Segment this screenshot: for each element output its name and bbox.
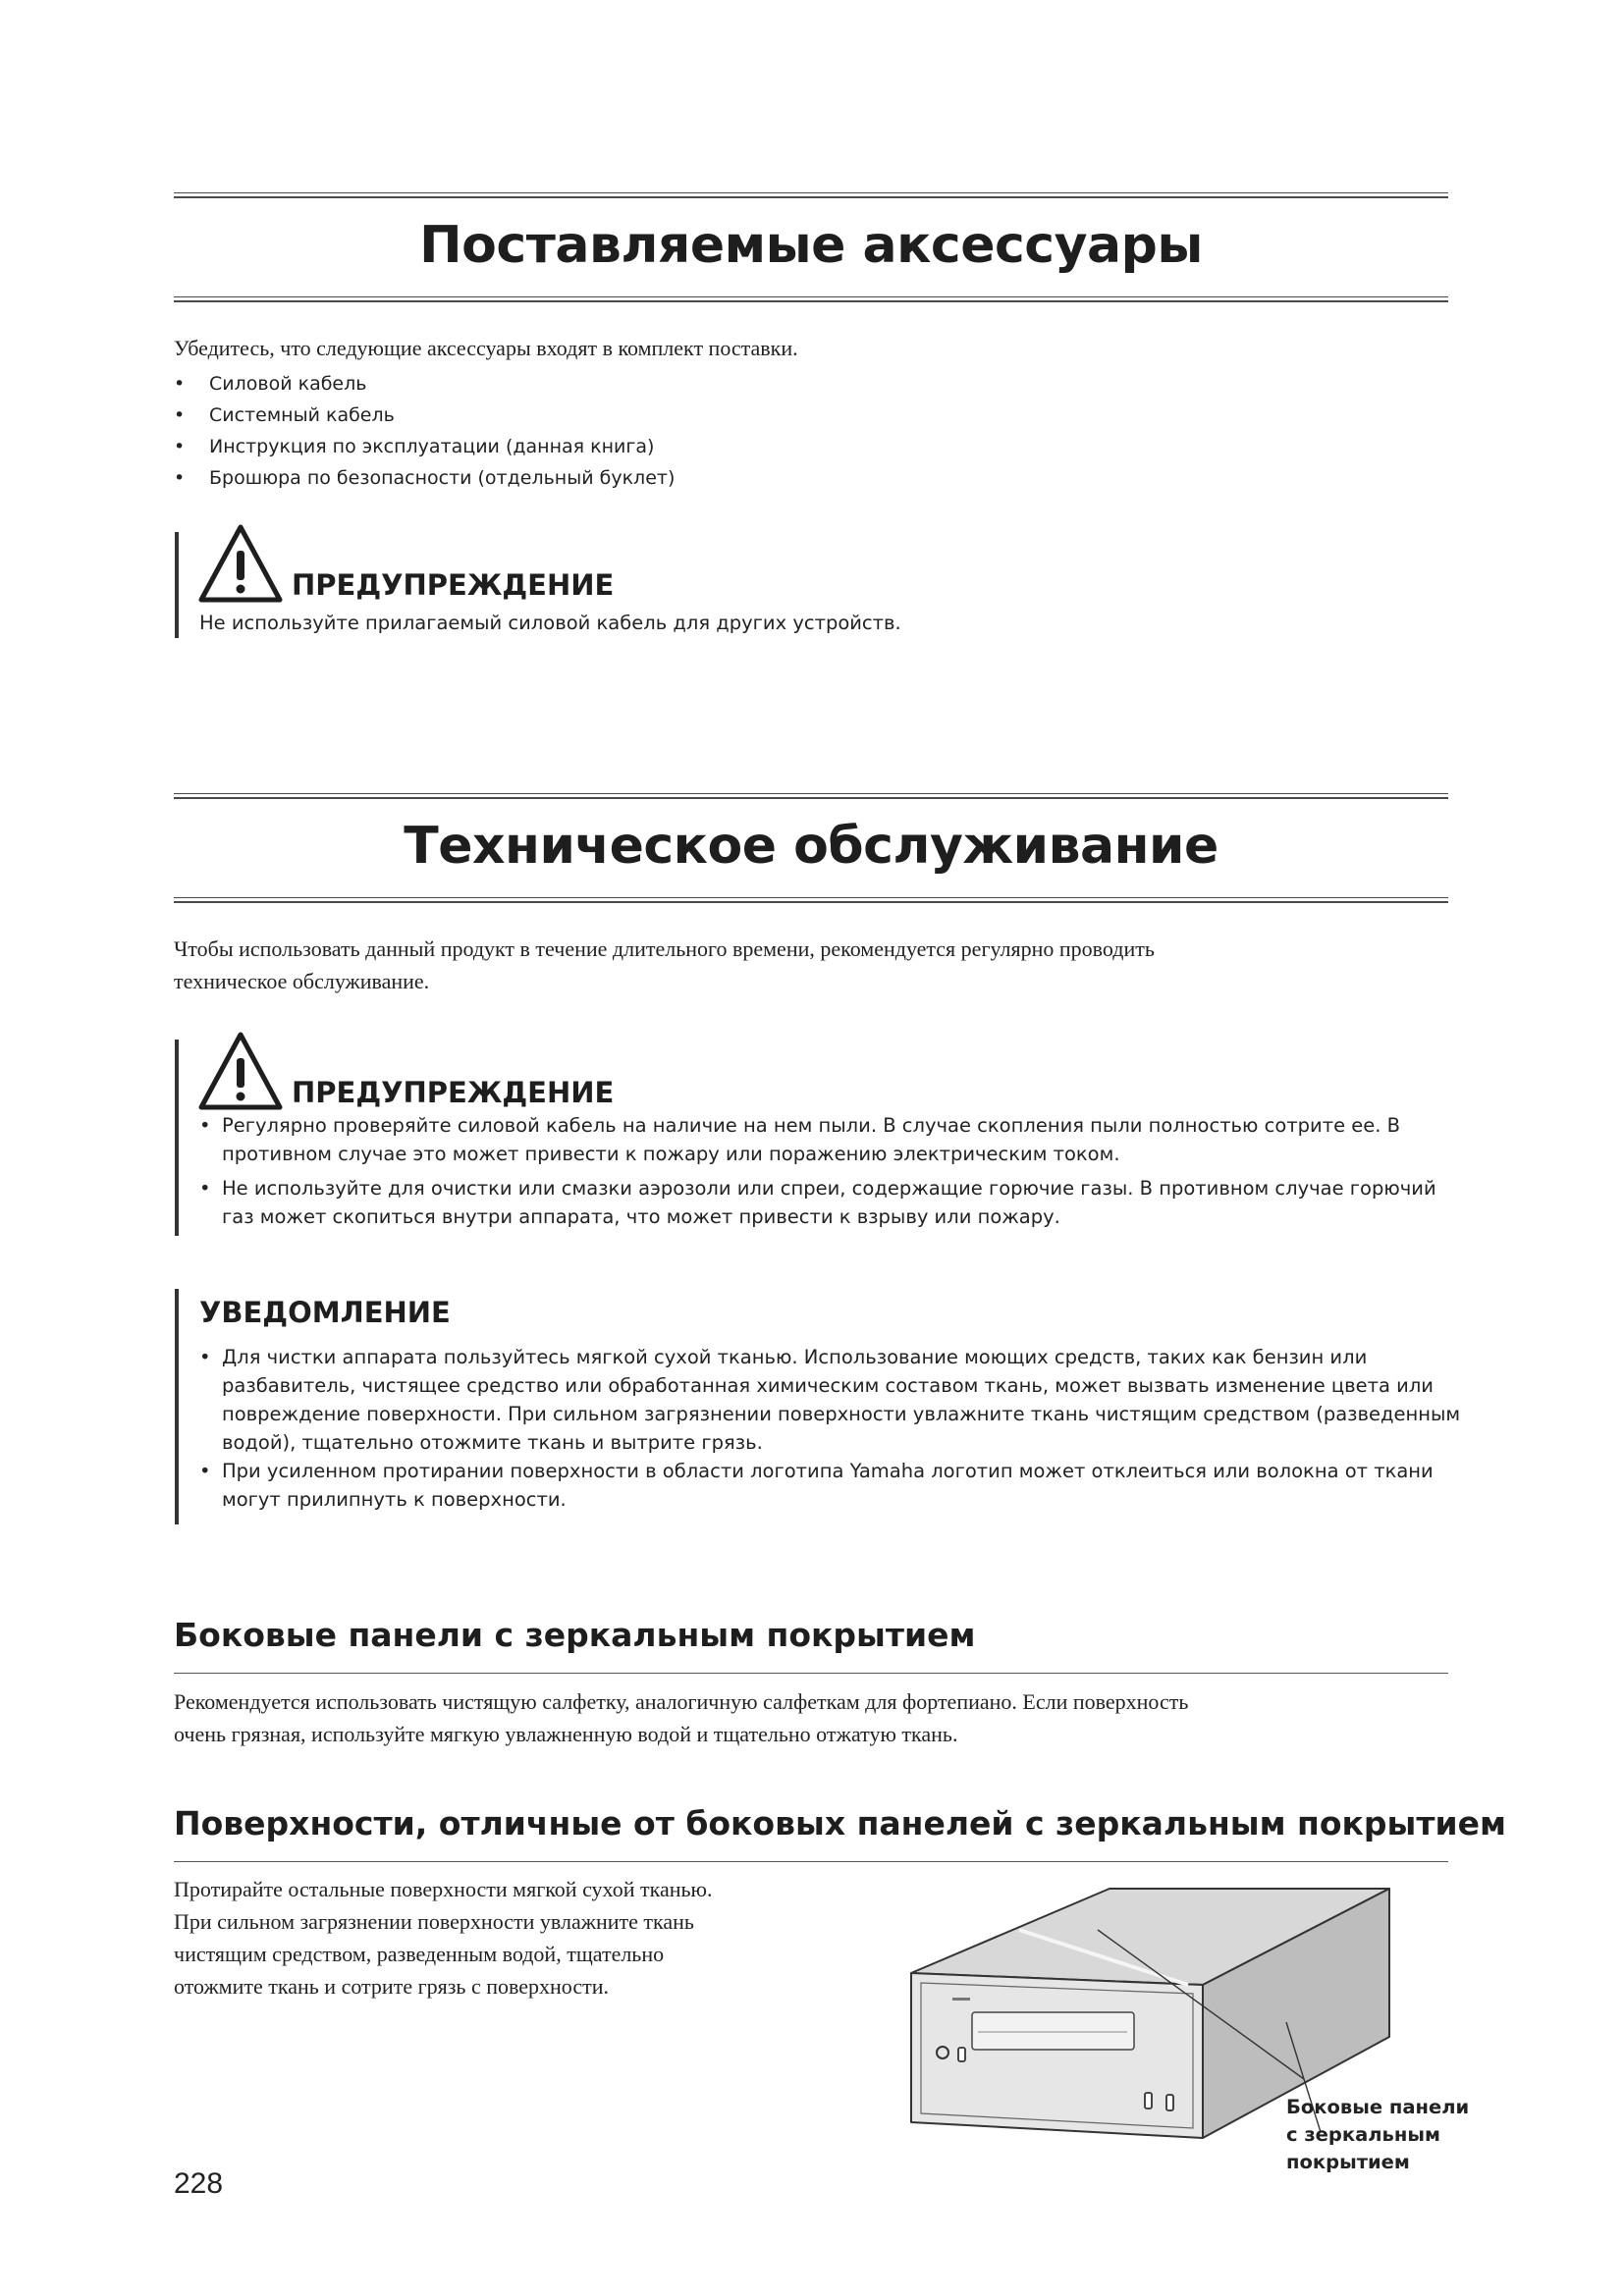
notice-list [199, 1343, 1460, 1514]
list-item [174, 400, 675, 431]
notice-title: УВЕДОМЛЕНИЕ [199, 1296, 451, 1329]
list-item [199, 1111, 1436, 1168]
warning-title: ПРЕДУПРЕЖДЕНИЕ [292, 1076, 615, 1109]
list-item-line: Не используйте для очистки или смазки аэрозоли или спреи, содержащие горючие газы. В противном случае горючий [222, 1177, 1436, 1200]
intro-line: техническое обслуживание. [174, 969, 430, 993]
title-rule-bottom [174, 897, 1448, 903]
list-item-line: Для чистки аппарата пользуйтесь мягкой сухой тканью. Использование моющих средств, таких как бензин или [222, 1346, 1368, 1368]
text-line: отожмите ткань и сотрите грязь с поверхности. [174, 1974, 609, 1999]
accessories-list [174, 368, 675, 494]
caption-line: с зеркальным [1286, 2123, 1440, 2146]
warning-title: ПРЕДУПРЕЖДЕНИЕ [292, 568, 615, 602]
bullet: • [174, 404, 186, 426]
bullet: • [199, 1460, 211, 1482]
list-item [174, 462, 675, 494]
bullet: • [174, 373, 186, 395]
text-line: очень грязная, используйте мягкую увлажненную водой и тщательно отжатую ткань. [174, 1722, 958, 1746]
title-rule-top [174, 192, 1448, 198]
caption-line: Боковые панели [1286, 2096, 1470, 2118]
list-item-line: Регулярно проверяйте силовой кабель на наличие на нем пыли. В случае скопления пыли полностью сотрите ее. В [222, 1114, 1401, 1137]
other-surfaces-text [174, 1873, 712, 2002]
maintenance-intro [174, 933, 1155, 997]
list-item-line: При усиленном протирании поверхности в области логотипа Yamaha логотип может отклеиться или волокна от ткани [222, 1460, 1434, 1482]
list-item [199, 1343, 1460, 1457]
notice-margin-bar [175, 1289, 179, 1524]
section-title-accessories: Поставляемые аксессуары [419, 216, 1203, 275]
warning-list [199, 1111, 1436, 1231]
caption-line: покрытием [1286, 2151, 1410, 2173]
list-item [174, 368, 675, 400]
text-line: Рекомендуется использовать чистящую салфетку, аналогичную салфеткам для фортепиано. Если поверхность [174, 1689, 1189, 1714]
list-item [199, 1457, 1460, 1514]
text-line: чистящим средством, разведенным водой, тщательно [174, 1942, 665, 1966]
list-item-line: водой), тщательно отожмите ткань и вытрите грязь. [222, 1431, 763, 1454]
list-item-line: повреждение поверхности. При сильном загрязнении поверхности увлажните ткань чистящим средством (разведенным [222, 1403, 1461, 1425]
title-rule-bottom [174, 296, 1448, 302]
mirror-panels-caption [1286, 2094, 1469, 2176]
title-rule-top [174, 793, 1448, 799]
subsection-title-other-surfaces: Поверхности, отличные от боковых панелей с зеркальным покрытием [174, 1804, 1506, 1842]
intro-line: Чтобы использовать данный продукт в течение длительного времени, рекомендуется регулярно проводить [174, 936, 1155, 961]
warning-margin-bar [175, 532, 179, 638]
bullet: • [199, 1114, 211, 1137]
warning-heading [197, 1031, 614, 1111]
text-line: При сильном загрязнении поверхности увлажните ткань [174, 1909, 694, 1934]
subsection-title-mirror-panels: Боковые панели с зеркальным покрытием [174, 1616, 976, 1654]
mirror-panels-text [174, 1685, 1188, 1750]
subsection-rule [174, 1673, 1448, 1674]
warning-margin-bar [175, 1040, 179, 1236]
list-item-text: Системный кабель [209, 404, 395, 426]
list-item [174, 431, 675, 462]
list-item [199, 1174, 1436, 1231]
bullet: • [174, 467, 186, 489]
list-item-line: могут прилипнуть к поверхности. [222, 1488, 567, 1511]
list-item-text: Инструкция по эксплуатации (данная книга) [209, 436, 655, 457]
subsection-rule [174, 1861, 1448, 1862]
list-item-line: противном случае это может привести к пожару или поражению электрическим током. [222, 1143, 1120, 1165]
bullet: • [174, 436, 186, 457]
list-item-line: газ может скопиться внутри аппарата, что может привести к взрыву или пожару. [222, 1205, 1060, 1228]
text-line: Протирайте остальные поверхности мягкой сухой тканью. [174, 1877, 713, 1901]
warning-triangle-icon [197, 523, 284, 604]
bullet: • [199, 1177, 211, 1200]
bullet: • [199, 1346, 211, 1368]
page-number: 228 [174, 2167, 224, 2200]
section-title-maintenance: Техническое обслуживание [404, 817, 1218, 876]
list-item-text: Силовой кабель [209, 373, 367, 395]
list-item-line: разбавитель, чистящее средство или обработанная химическим составом ткань, может вызвать изменение цвета или [222, 1374, 1434, 1397]
warning-text: Не используйте прилагаемый силовой кабель для других устройств. [199, 612, 901, 634]
warning-heading [197, 523, 614, 604]
list-item-text: Брошюра по безопасности (отдельный буклет) [209, 467, 676, 489]
accessories-intro: Убедитесь, что следующие аксессуары входят в комплект поставки. [174, 336, 798, 360]
warning-triangle-icon [197, 1031, 284, 1111]
